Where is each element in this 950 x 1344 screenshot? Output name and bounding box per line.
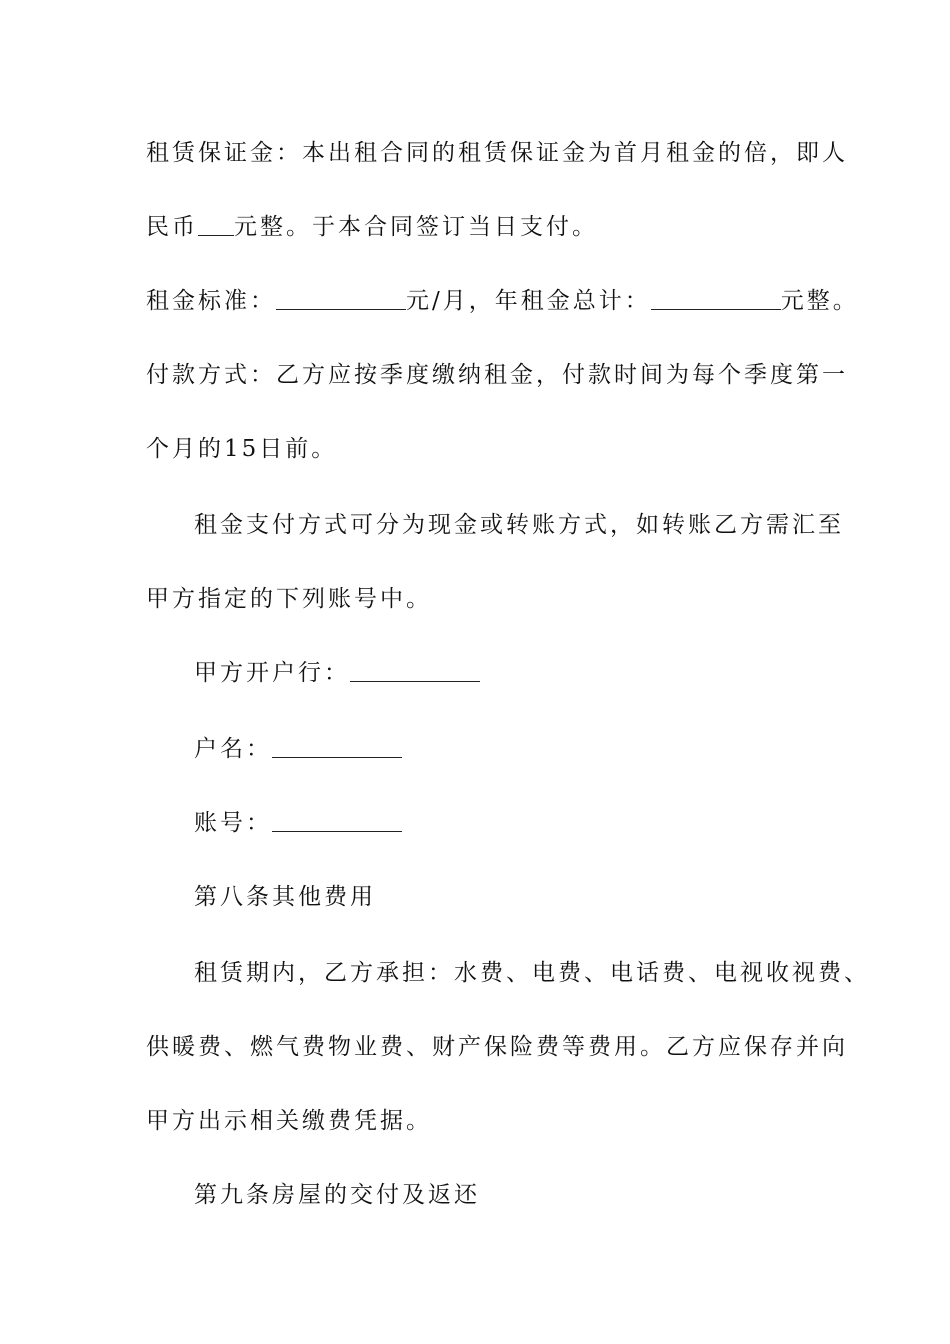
field-account-number (194, 808, 402, 838)
heading-article-9: 第九条房屋的交付及返还 (194, 1182, 480, 1208)
rent-label: 租金标准： (146, 288, 276, 314)
monthly-rent-blank (276, 289, 406, 310)
heading-article-8: 第八条其他费用 (194, 884, 376, 910)
paragraph-deposit-amount (146, 212, 598, 242)
account-number-label: 账号： (194, 810, 272, 836)
bank-blank (350, 661, 480, 682)
field-bank (194, 658, 480, 688)
paragraph-other-fees: 租赁期内，乙方承担：水费、电费、电话费、电视收视费、 (194, 960, 870, 986)
paragraph-other-fees-cont: 供暖费、燃气费物业费、财产保险费等费用。乙方应保存并向 (146, 1034, 848, 1060)
deposit-blank (198, 215, 234, 236)
deposit-suffix: 元整。于本合同签订当日支付。 (234, 214, 598, 240)
account-name-label: 户名： (194, 736, 272, 762)
paragraph-payment-channel-cont: 甲方指定的下列账号中。 (146, 586, 432, 612)
deposit-prefix: 民币 (146, 214, 198, 240)
paragraph-payment-method-cont: 个月的15日前。 (146, 436, 338, 462)
rent-mid: 元/月，年租金总计： (406, 288, 651, 314)
paragraph-other-fees-end: 甲方出示相关缴费凭据。 (146, 1108, 432, 1134)
paragraph-deposit: 租赁保证金：本出租合同的租赁保证金为首月租金的倍，即人 (146, 140, 848, 166)
rent-suffix: 元整。 (780, 288, 859, 314)
account-name-blank (272, 737, 402, 758)
paragraph-payment-channel: 租金支付方式可分为现金或转账方式，如转账乙方需汇至 (194, 512, 844, 538)
account-number-blank (272, 811, 402, 832)
field-account-name (194, 734, 402, 764)
paragraph-rent-standard (146, 286, 859, 316)
paragraph-payment-method: 付款方式：乙方应按季度缴纳租金，付款时间为每个季度第一 (146, 362, 848, 388)
annual-rent-blank (651, 289, 781, 310)
bank-label: 甲方开户行： (194, 660, 350, 686)
